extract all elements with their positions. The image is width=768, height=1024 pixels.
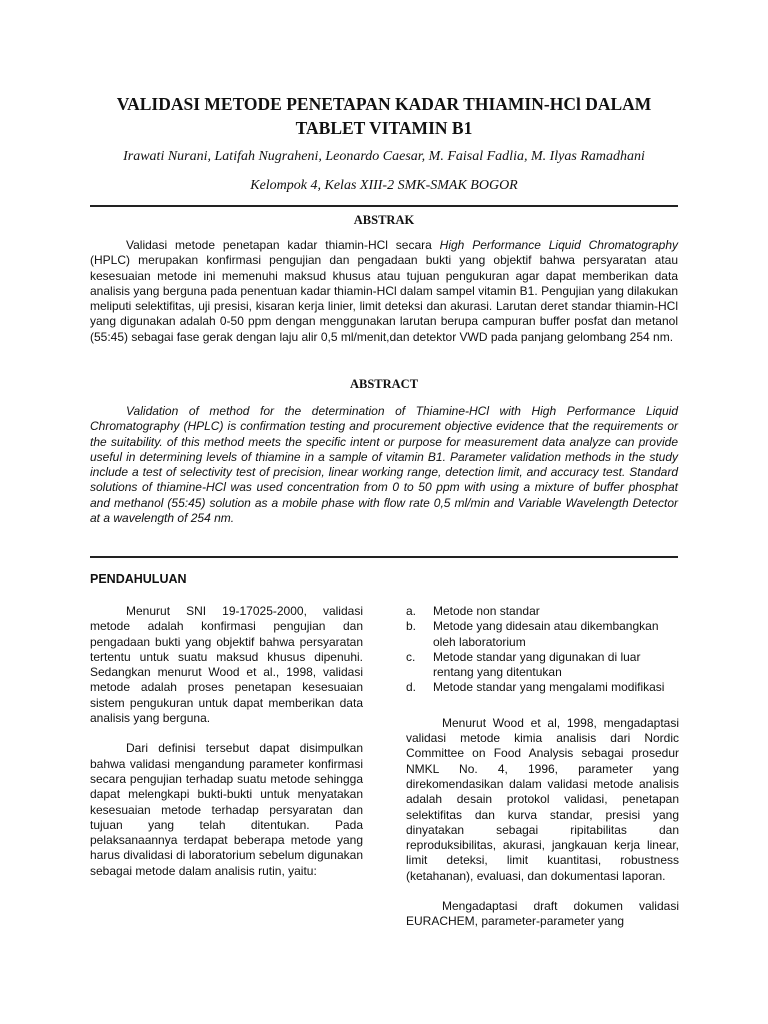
list-item	[406, 619, 679, 650]
paragraph	[90, 604, 363, 726]
paragraph	[90, 741, 363, 879]
paragraph-text: Menurut Wood et al, 1998, mengadaptasi validasi metode kimia analisis dari Nordic Committee on Food Analysis sebagai prosedur NMKL No. 4, 1996, parameter yang direkomendasikan dalam validasi metode analisis adalah desain protokol validasi, penetapan selektifitas dan kurva standar, presisi yang dinyatakan sebagai ripitabilitas dan reproduksibilitas, akurasi, jangkauan kerja linear, limit deteksi, limit kuantitasi, robustness (ketahanan), evaluasi, dan dokumentasi laporan.	[406, 715, 679, 883]
list-item-text: Metode standar yang mengalami modifikasi	[433, 680, 665, 695]
abstrak-text-start: Validasi metode penetapan kadar thiamin-HCl secara	[126, 238, 440, 252]
list-item-text: Metode standar yang digunakan di luar rentang yang ditentukan	[433, 649, 641, 680]
column-right	[406, 604, 679, 945]
section-heading-pendahuluan: PENDAHULUAN	[90, 572, 187, 586]
method-list	[406, 604, 679, 696]
list-item	[406, 650, 679, 681]
abstract-text-body: Validation of method for the determination of Thiamine-HCl with High Performance Liquid Chromatography (HPLC) is confirmation testing and procurement objective evidence that the requirements or the suitability. of this method meets the specific intent or purpose for measurement data analyze can provide useful in determining levels of thiamine in a sample of vitamin B1. Parameter validation methods in the study include a test of selectivity test of precision, linear working range, detection limit, and accuracy test. Standard solutions of thiamine-HCl was used concentration from 0 to 50 ppm with using a mixture of buffer phosphat and methanol (55:45) solution as a mobile phase with flow rate 0,5 ml/min and Variable Wavelength Detector at a wavelength of 254 nm.	[90, 404, 678, 526]
affiliation: Kelompok 4, Kelas XIII-2 SMK-SMAK BOGOR	[250, 178, 518, 193]
list-item	[406, 680, 679, 695]
list-item-text: Metode non standar	[433, 604, 540, 618]
list-marker: c.	[406, 649, 416, 664]
author-list: Irawati Nurani, Latifah Nugraheni, Leonardo Caesar, M. Faisal Fadlia, M. Ilyas Ramadhani	[123, 149, 645, 164]
abstrak-text-italic: High Performance Liquid Chromatography	[439, 238, 678, 252]
abstract-heading: ABSTRACT	[349, 377, 419, 391]
divider-bottom	[90, 556, 678, 558]
paragraph-text: Mengadaptasi draft dokumen validasi EURACHEM, parameter-parameter yang	[406, 899, 679, 929]
paper-title: VALIDASI METODE PENETAPAN KADAR THIAMIN-HCl DALAM TABLET VITAMIN B1	[116, 94, 652, 138]
divider-top	[90, 205, 678, 207]
list-marker: a.	[406, 604, 417, 618]
abstrak-text	[90, 238, 678, 345]
list-marker: d.	[406, 680, 417, 695]
paragraph-text: Dari definisi tersebut dapat disimpulkan bahwa validasi mengandung parameter konfirmasi secara pengujian terhadap suatu metode sehingga dapat melengkapi bukti-bukti untuk menyatakan kesesuaian metode terhadap persyaratan dan tujuan yang telah ditentukan. Pada pelaksanaannya terdapat beberapa metode yang harus divalidasi di laboratorium sebelum digunakan sebagai metode dalam analisis rutin, yaitu:	[90, 741, 363, 878]
list-item	[406, 604, 679, 619]
abstrak-heading: ABSTRAK	[353, 213, 415, 227]
column-left	[90, 604, 363, 894]
list-marker: b.	[406, 619, 417, 634]
paragraph	[406, 716, 679, 884]
paragraph	[406, 899, 679, 930]
abstract-text	[90, 404, 678, 526]
abstrak-text-end: (HPLC) merupakan konfirmasi pengujian dan pengadaan bukti yang objektif bahwa persyaratan atau kesesuaian metode ini memenuhi maksud khusus atau tujuan pengukuran agar dapat memberikan data analisis yang berguna pada penentuan kadar thiamin-HCl dalam sampel vitamin B1. Pengujian yang dilakukan meliputi selektifitas, uji presisi, kisaran kerja linier, limit deteksi dan akurasi. Larutan deret standar thiamin-HCl yang digunakan adalah 0-50 ppm dengan menggunakan larutan berupa campuran buffer posfat dan metanol (55:45) sebagai fase gerak dengan laju alir 0,5 ml/menit,dan detektor VWD pada panjang gelombang 254 nm.	[90, 253, 678, 344]
list-item-text: Metode yang didesain atau dikembangkan oleh laboratorium	[433, 619, 659, 649]
paragraph-text: Menurut SNI 19-17025-2000, validasi metode adalah konfirmasi pengujian dan pengadaan bukti yang objektif bahwa persyaratan tertentu untuk suatu maksud khusus dipenuhi. Sedangkan menurut Wood et al., 1998, validasi metode adalah proses penetapan kesesuaian sistem pengukuran untuk dapat memberikan data analisis yang berguna.	[90, 604, 363, 726]
